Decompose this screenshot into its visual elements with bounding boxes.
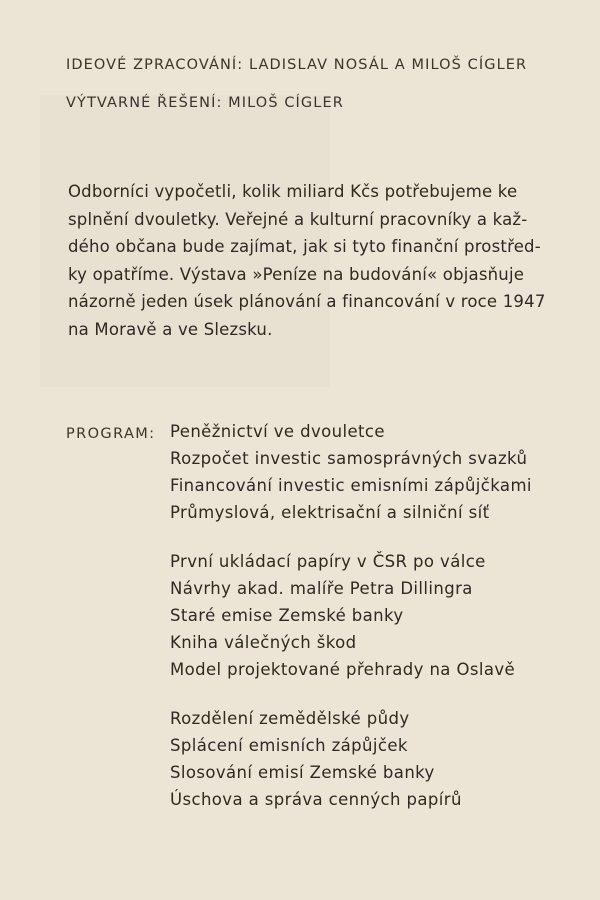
program-group-bank [170,705,590,813]
program-item: Peněžnictví ve dvouletce [170,422,385,441]
program-item: Rozdělení zemědělské půdy [170,709,410,728]
program-item: Průmyslová, elektrisační a silniční síť [170,503,490,522]
credits-block [66,55,566,113]
program-item: Splácení emisních zápůjček [170,736,408,755]
program-label: PROGRAM: [66,426,156,442]
program-item: Návrhy akad. malíře Petra Dillingra [170,579,473,598]
program-item: Staré emise Zemské banky [170,606,404,625]
program-list [170,418,590,813]
intro-line: ky opatříme. Výstava »Peníze na budování« objasňuje [68,264,525,284]
credits-design: VÝTVARNÉ ŘEŠENÍ: MILOŠ CÍGLER [66,95,344,111]
program-item: Rozpočet investic samosprávných svazků [170,449,528,468]
program-item: Slosování emisí Zemské banky [170,763,435,782]
intro-paragraph [68,178,568,343]
program-item: Financování investic emisními zápůjčkami [170,476,532,495]
program-group-finance [170,418,590,526]
intro-line: Odborníci vypočetli, kolik miliard Kčs potřebujeme ke [68,182,518,201]
intro-line: na Moravě a ve Slezsku. [68,319,273,339]
intro-line: dého občana bude zajímat, jak si tyto finanční prostřed- [68,237,541,256]
program-item: Úschova a správa cenných papírů [170,790,462,809]
program-item: První ukládací papíry v ČSR po válce [170,552,486,571]
intro-line: názorně jeden úsek plánování a financování v roce 1947 [68,292,546,311]
program-group-exhibits [170,548,590,683]
intro-line: splnění dvouletky. Veřejné a kulturní pracovníky a kaž- [68,209,528,229]
program-item: Model projektované přehrady na Oslavě [170,660,516,679]
program-item: Kniha válečných škod [170,633,357,652]
credits-concept: IDEOVÉ ZPRACOVÁNÍ: LADISLAV NOSÁL A MILOŠ CÍGLER [66,57,528,73]
